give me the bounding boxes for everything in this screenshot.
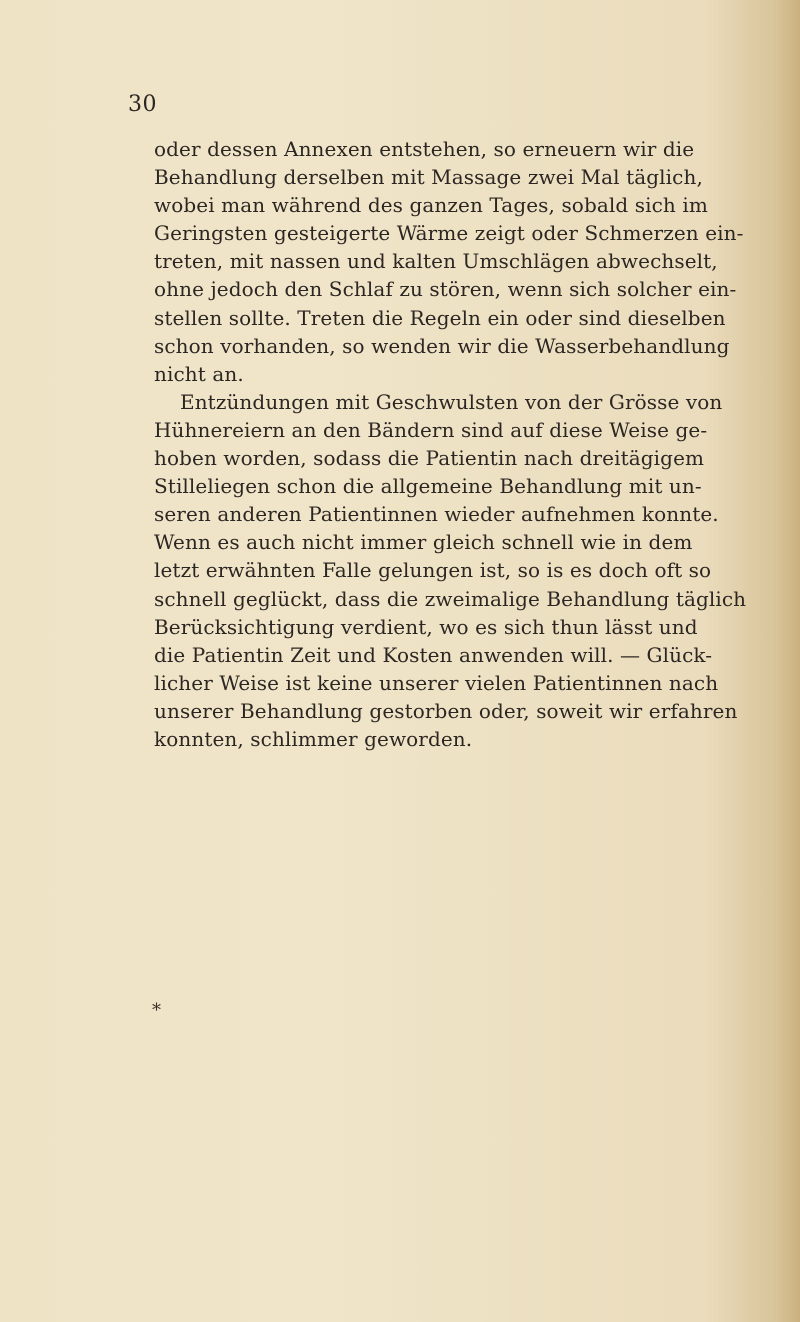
text-line: seren anderen Patientinnen wieder aufnehmen konnte. [154, 502, 719, 527]
text-line: Entzündungen mit Geschwulsten von der Grösse von [180, 389, 723, 414]
text-line: Berücksichtigung verdient, wo es sich thun lässt und [154, 614, 698, 639]
text-line: letzt erwähnten Falle gelungen ist, so is es doch oft so [154, 558, 712, 583]
text-line: stellen sollte. Treten die Regeln ein oder sind dieselben [154, 305, 726, 330]
text-line: Hühnereiern an den Bändern sind auf diese Weise ge- [154, 417, 708, 442]
text-line: schnell geglückt, dass die zweimalige Behandlung täglich [154, 586, 747, 611]
text-line: wobei man während des ganzen Tages, sobald sich im [154, 193, 708, 218]
stray-ink-mark: * [152, 1000, 161, 1021]
text-line: treten, mit nassen und kalten Umschlägen abwechselt, [154, 249, 718, 274]
text-line: licher Weise ist keine unserer vielen Patientinnen nach [154, 670, 719, 695]
text-line: hoben worden, sodass die Patientin nach dreitägigem [154, 446, 705, 471]
page-number: 30 [128, 92, 157, 117]
text-line: Behandlung derselben mit Massage zwei Mal täglich, [154, 165, 703, 190]
text-line: schon vorhanden, so wenden wir die Wasserbehandlung [154, 333, 730, 358]
text-line: konnten, schlimmer geworden. [154, 726, 473, 751]
text-line: die Patientin Zeit und Kosten anwenden will. — Glück- [154, 642, 713, 667]
text-line: Geringsten gesteigerte Wärme zeigt oder Schmerzen ein- [154, 221, 744, 246]
text-line: Wenn es auch nicht immer gleich schnell wie in dem [154, 530, 693, 555]
text-line: oder dessen Annexen entstehen, so erneuern wir die [154, 137, 695, 161]
text-line: unserer Behandlung gestorben oder, soweit wir erfahren [154, 698, 738, 723]
text-line: nicht an. [154, 361, 244, 386]
body-text [154, 135, 774, 753]
text-line: ohne jedoch den Schlaf zu stören, wenn sich solcher ein- [154, 277, 737, 302]
text-line: Stilleliegen schon die allgemeine Behandlung mit un- [154, 474, 702, 499]
